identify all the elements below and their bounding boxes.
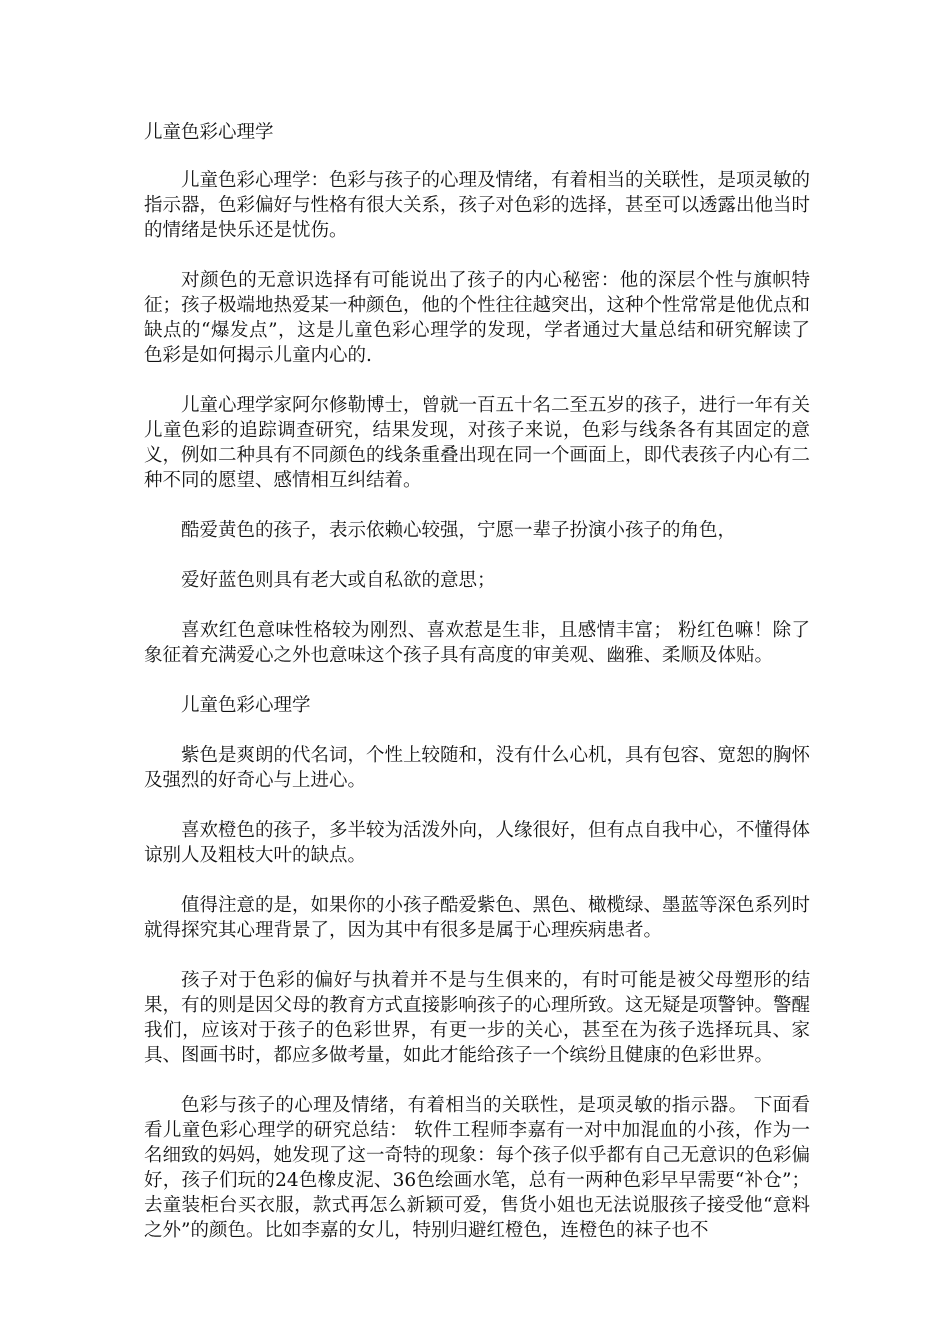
paragraph: 喜欢橙色的孩子，多半较为活泼外向，人缘很好，但有点自我中心，不懂得体谅别人及粗枝大叶的缺点。: [144, 820, 811, 866]
section-heading: 儿童色彩心理学: [181, 695, 311, 716]
document-title: 儿童色彩心理学: [144, 122, 274, 143]
paragraph: 儿童心理学家阿尔修勒博士，曾就一百五十名二至五岁的孩子，进行一年有关儿童色彩的追踪调查研究，结果发现，对孩子来说，色彩与线条各有其固定的意义，例如二种具有不同颜色的线条重叠出现在同一个画面上，即代表孩子内心有二种不同的愿望、感情相互纠结着。: [144, 395, 811, 491]
paragraph: 儿童色彩心理学：色彩与孩子的心理及情绪，有着相当的关联性，是项灵敏的指示器，色彩偏好与性格有很大关系，孩子对色彩的选择，甚至可以透露出他当时的情绪是快乐还是忧伤。: [144, 170, 811, 241]
paragraph: 紫色是爽朗的代名词，个性上较随和，没有什么心机，具有包容、宽恕的胸怀及强烈的好奇心与上进心。: [144, 745, 811, 791]
paragraph: 孩子对于色彩的偏好与执着并不是与生俱来的，有时可能是被父母塑形的结果，有的则是因父母的教育方式直接影响孩子的心理所致。这无疑是项警钟。警醒我们，应该对于孩子的色彩世界，有更一步的关心，甚至在为孩子选择玩具、家具、图画书时，都应多做考量，如此才能给孩子一个缤纷且健康的色彩世界。: [144, 970, 811, 1066]
paragraph: 喜欢红色意味性格较为刚烈、喜欢惹是生非，且感情丰富； 粉红色嘛！除了象征着充满爱心之外也意味这个孩子具有高度的审美观、幽雅、柔顺及体贴。: [144, 620, 810, 666]
paragraph: 对颜色的无意识选择有可能说出了孩子的内心秘密：他的深层个性与旗帜特征；孩子极端地热爱某一种颜色，他的个性往往越突出，这种个性常常是他优点和缺点的“爆发点”，这是儿童色彩心理学的发现，学者通过大量总结和研究解读了色彩是如何揭示儿童内心的.: [144, 270, 811, 366]
paragraph: 值得注意的是，如果你的小孩子酷爱紫色、黑色、橄榄绿、墨蓝等深色系列时就得探究其心理背景了，因为其中有很多是属于心理疾病患者。: [144, 895, 811, 941]
paragraph: 爱好蓝色则具有老大或自私欲的意思；: [181, 570, 496, 591]
paragraph: 色彩与孩子的心理及情绪，有着相当的关联性，是项灵敏的指示器。 下面看看儿童色彩心理学的研究总结： 软件工程师李嘉有一对中加混血的小孩，作为一名细致的妈妈，她发现了这一奇特的现象：每个孩子似乎都有自己无意识的色彩偏好，孩子们玩的24色橡皮泥、36色绘画水笔，总有一两种色彩早早需要“补仓”；去童装柜台买衣服，款式再怎么新颖可爱，售货小姐也无法说服孩子接受他“意料之外”的颜色。比如李嘉的女儿，特别归避红橙色，连橙色的袜子也不: [144, 1095, 811, 1241]
paragraph: 酷爱黄色的孩子，表示依赖心较强，宁愿一辈子扮演小孩子的角色，: [181, 520, 737, 541]
document-page: [144, 120, 810, 1243]
